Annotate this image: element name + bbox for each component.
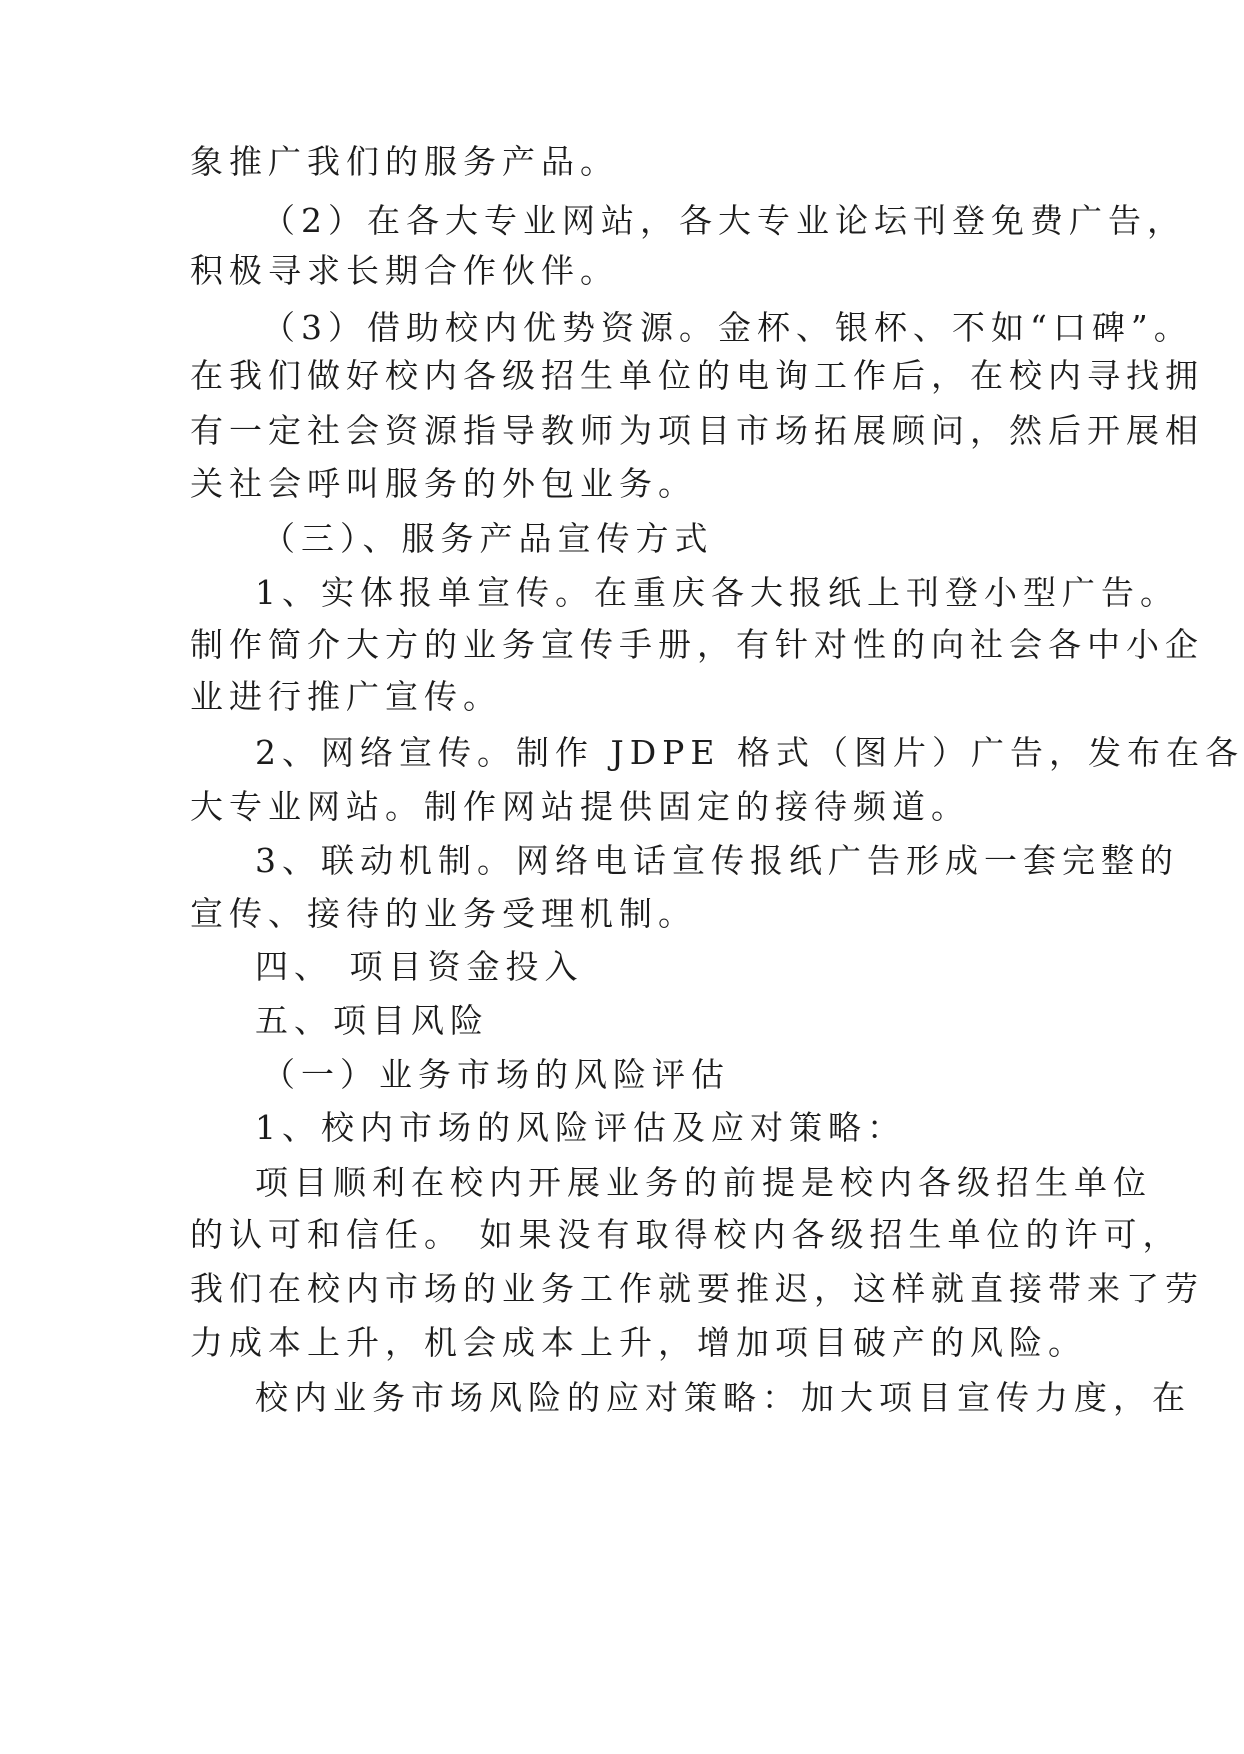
paragraph-line: 项目顺利在校内开展业务的前提是校内各级招生单位 xyxy=(255,1163,1152,1202)
section-heading: 四、 项目资金投入 xyxy=(255,947,584,986)
paragraph-line: 2、网络宣传。制作 JDPE 格式（图片）广告，发布在各 xyxy=(255,733,1244,772)
paragraph-line: 有一定社会资源指导教师为项目市场拓展顾问，然后开展相 xyxy=(190,411,1204,450)
paragraph-line: 1、校内市场的风险评估及应对策略： xyxy=(255,1108,906,1147)
paragraph-line: 积极寻求长期合作伙伴。 xyxy=(190,251,619,290)
paragraph-line: 业进行推广宣传。 xyxy=(190,677,502,716)
paragraph-line: 象推广我们的服务产品。 xyxy=(190,142,619,181)
paragraph-line: 3、联动机制。网络电话宣传报纸广告形成一套完整的 xyxy=(255,841,1179,880)
section-heading: 五、项目风险 xyxy=(255,1001,489,1040)
paragraph-line: 宣传、接待的业务受理机制。 xyxy=(190,894,697,933)
paragraph-line: （2）在各大专业网站，各大专业论坛刊登免费广告， xyxy=(262,201,1186,240)
paragraph-line: 校内业务市场风险的应对策略：加大项目宣传力度，在 xyxy=(255,1378,1191,1417)
paragraph-line: 大专业网站。制作网站提供固定的接待频道。 xyxy=(190,787,970,826)
paragraph-line: 关社会呼叫服务的外包业务。 xyxy=(190,464,697,503)
paragraph-line: 1、实体报单宣传。在重庆各大报纸上刊登小型广告。 xyxy=(255,573,1179,612)
paragraph-line: 我们在校内市场的业务工作就要推迟，这样就直接带来了劳 xyxy=(190,1269,1204,1308)
paragraph-line: 的认可和信任。 如果没有取得校内各级招生单位的许可， xyxy=(190,1215,1182,1254)
section-heading: （一）业务市场的风险评估 xyxy=(262,1055,730,1094)
paragraph-line: 在我们做好校内各级招生单位的电询工作后，在校内寻找拥 xyxy=(190,356,1204,395)
paragraph-line: （3）借助校内优势资源。金杯、银杯、不如“口碑”。 xyxy=(262,308,1193,347)
paragraph-line: 制作简介大方的业务宣传手册，有针对性的向社会各中小企 xyxy=(190,625,1204,664)
paragraph-line: 力成本上升，机会成本上升，增加项目破产的风险。 xyxy=(190,1323,1087,1362)
section-heading: （三）、服务产品宣传方式 xyxy=(262,519,714,558)
